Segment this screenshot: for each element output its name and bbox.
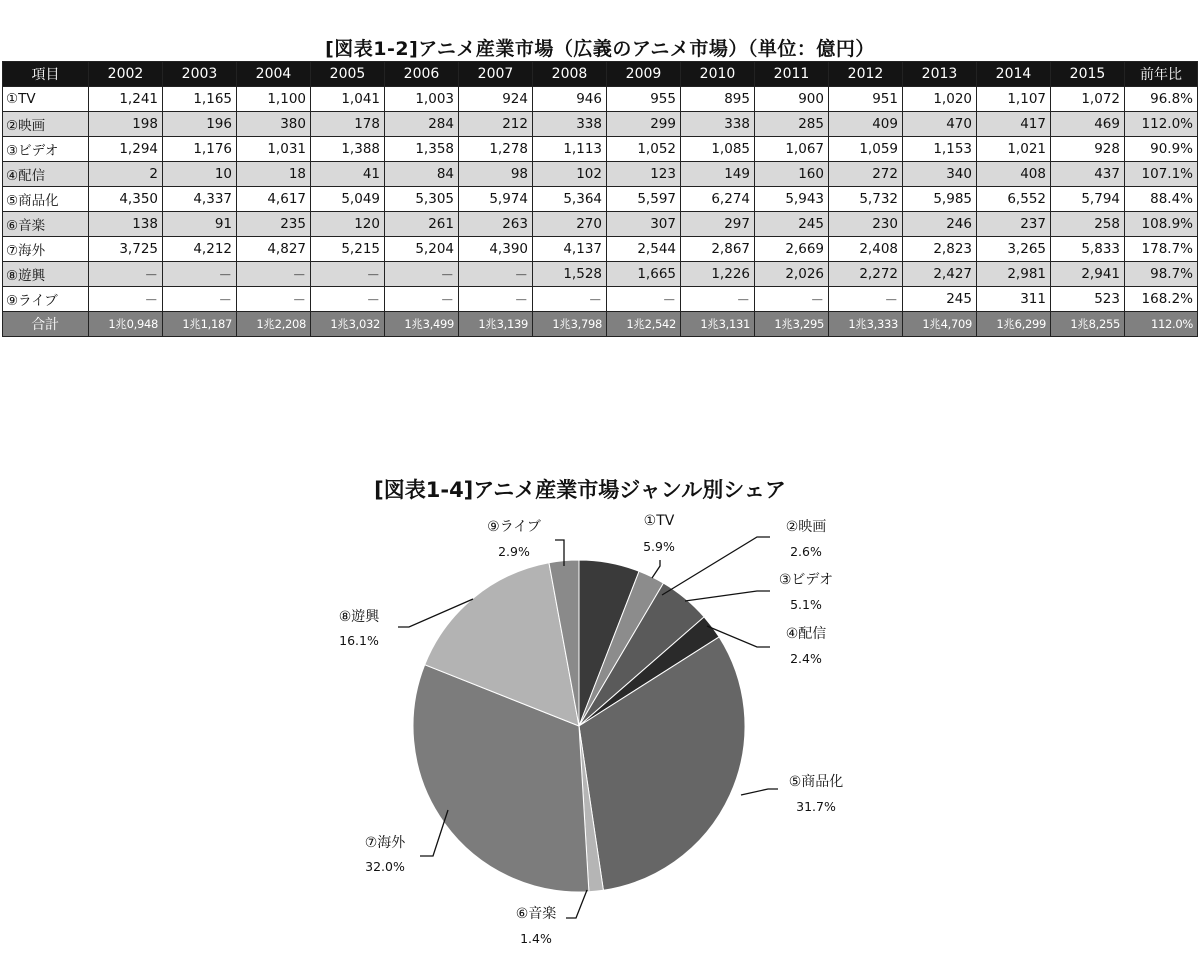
table-cell: 5,732 [829, 187, 903, 212]
row-yoy: 88.4% [1125, 187, 1198, 212]
header-year: 2012 [829, 62, 903, 87]
header-year: 2002 [89, 62, 163, 87]
slice-label: ①TV [643, 513, 675, 529]
table-cell: 284 [385, 112, 459, 137]
row-label: ④配信 [3, 162, 89, 187]
table-cell: 245 [903, 287, 977, 312]
table-cell: 41 [311, 162, 385, 187]
table-cell: 5,305 [385, 187, 459, 212]
slice-label: ⑥音楽 [515, 906, 557, 922]
table-cell: 196 [163, 112, 237, 137]
table-cell: 5,833 [1051, 237, 1125, 262]
table-cell: － [311, 287, 385, 312]
row-yoy: 112.0% [1125, 112, 1198, 137]
table-cell: 198 [89, 112, 163, 137]
table-cell: 272 [829, 162, 903, 187]
table-cell: 1,226 [681, 262, 755, 287]
table-cell: 311 [977, 287, 1051, 312]
table-cell: － [237, 262, 311, 287]
table-cell: 1,020 [903, 87, 977, 112]
header-year: 2005 [311, 62, 385, 87]
table-cell: － [459, 262, 533, 287]
header-yoy: 前年比 [1125, 62, 1198, 87]
table-cell: 2,272 [829, 262, 903, 287]
table-title: [図表1-2]アニメ産業市場（広義のアニメ市場）（単位：億円） [325, 38, 875, 60]
table-cell: 1,665 [607, 262, 681, 287]
leader-line [685, 591, 770, 601]
leader-line [741, 789, 778, 795]
table-cell: 6,552 [977, 187, 1051, 212]
table-cell: 4,337 [163, 187, 237, 212]
table-cell: 1,059 [829, 137, 903, 162]
table-cell: 946 [533, 87, 607, 112]
header-year: 2006 [385, 62, 459, 87]
table-cell: 1,113 [533, 137, 607, 162]
total-cell: 1兆3,499 [385, 312, 459, 337]
header-year: 2004 [237, 62, 311, 87]
table-cell: 245 [755, 212, 829, 237]
slice-label: ⑨ライブ [487, 519, 541, 535]
row-label: ⑧遊興 [3, 262, 89, 287]
table-cell: 2 [89, 162, 163, 187]
slice-label: ②映画 [785, 519, 827, 535]
row-yoy: 108.9% [1125, 212, 1198, 237]
total-cell: 1兆3,131 [681, 312, 755, 337]
table-cell: 307 [607, 212, 681, 237]
table-cell: 6,274 [681, 187, 755, 212]
table-cell: － [89, 287, 163, 312]
total-cell: 1兆3,032 [311, 312, 385, 337]
table-cell: 1,100 [237, 87, 311, 112]
table-cell: 2,981 [977, 262, 1051, 287]
slice-label: ③ビデオ [778, 572, 834, 588]
total-yoy: 112.0% [1125, 312, 1198, 337]
header-year: 2008 [533, 62, 607, 87]
header-item: 項目 [3, 62, 89, 87]
total-cell: 1兆2,208 [237, 312, 311, 337]
table-cell: 5,049 [311, 187, 385, 212]
header-year: 2015 [1051, 62, 1125, 87]
table-cell: 149 [681, 162, 755, 187]
table-cell: － [459, 287, 533, 312]
header-year: 2009 [607, 62, 681, 87]
slice-label: ⑧遊興 [338, 609, 380, 625]
table-cell: 138 [89, 212, 163, 237]
total-cell: 1兆3,139 [459, 312, 533, 337]
table-cell: 338 [533, 112, 607, 137]
row-label: ②映画 [3, 112, 89, 137]
table-cell: 230 [829, 212, 903, 237]
table-cell: 895 [681, 87, 755, 112]
slice-percent: 5.9% [643, 539, 675, 554]
table-cell: － [755, 287, 829, 312]
table-cell: 102 [533, 162, 607, 187]
table-cell: － [681, 287, 755, 312]
table-cell: － [607, 287, 681, 312]
slice-label: ⑤商品化 [788, 774, 844, 790]
slice-label: ④配信 [785, 626, 827, 642]
table-cell: 470 [903, 112, 977, 137]
slice-percent: 2.9% [498, 544, 530, 559]
table-cell: 2,026 [755, 262, 829, 287]
table-cell: 235 [237, 212, 311, 237]
total-cell: 1兆3,295 [755, 312, 829, 337]
table-cell: 2,823 [903, 237, 977, 262]
table-cell: 120 [311, 212, 385, 237]
table-cell: 924 [459, 87, 533, 112]
table-cell: 263 [459, 212, 533, 237]
table-cell: 523 [1051, 287, 1125, 312]
table-cell: 408 [977, 162, 1051, 187]
table-cell: 1,165 [163, 87, 237, 112]
row-yoy: 168.2% [1125, 287, 1198, 312]
slice-percent: 5.1% [790, 597, 822, 612]
slice-percent: 31.7% [796, 799, 836, 814]
table-cell: 5,943 [755, 187, 829, 212]
table-cell: 955 [607, 87, 681, 112]
header-year: 2013 [903, 62, 977, 87]
table-cell: 5,597 [607, 187, 681, 212]
table-cell: 160 [755, 162, 829, 187]
table-cell: 928 [1051, 137, 1125, 162]
table-cell: 178 [311, 112, 385, 137]
leader-line [652, 560, 660, 578]
table-cell: 417 [977, 112, 1051, 137]
table-cell: 5,364 [533, 187, 607, 212]
total-cell: 1兆6,299 [977, 312, 1051, 337]
table-cell: 2,941 [1051, 262, 1125, 287]
slice-percent: 2.6% [790, 544, 822, 559]
row-yoy: 107.1% [1125, 162, 1198, 187]
row-yoy: 98.7% [1125, 262, 1198, 287]
table-cell: 1,358 [385, 137, 459, 162]
row-yoy: 178.7% [1125, 237, 1198, 262]
table-cell: 4,390 [459, 237, 533, 262]
table-cell: 212 [459, 112, 533, 137]
table-cell: 1,085 [681, 137, 755, 162]
row-yoy: 90.9% [1125, 137, 1198, 162]
slice-label: ⑦海外 [364, 835, 406, 851]
table-cell: 900 [755, 87, 829, 112]
table-cell: 1,176 [163, 137, 237, 162]
table-cell: 2,408 [829, 237, 903, 262]
header-year: 2014 [977, 62, 1051, 87]
table-cell: 4,212 [163, 237, 237, 262]
slice-percent: 2.4% [790, 651, 822, 666]
table-cell: 1,072 [1051, 87, 1125, 112]
table-cell: － [385, 262, 459, 287]
table-cell: 237 [977, 212, 1051, 237]
leader-line [662, 537, 770, 595]
table-cell: － [829, 287, 903, 312]
table-cell: 437 [1051, 162, 1125, 187]
slice-percent: 32.0% [365, 859, 405, 874]
table-cell: 297 [681, 212, 755, 237]
table-cell: 4,617 [237, 187, 311, 212]
table-cell: 5,794 [1051, 187, 1125, 212]
table-cell: 338 [681, 112, 755, 137]
table-cell: 340 [903, 162, 977, 187]
slice-percent: 1.4% [520, 931, 552, 946]
table-cell: － [385, 287, 459, 312]
table-cell: 4,137 [533, 237, 607, 262]
table-cell: 5,974 [459, 187, 533, 212]
table-cell: 1,003 [385, 87, 459, 112]
table-cell: 1,031 [237, 137, 311, 162]
row-label: ⑤商品化 [3, 187, 89, 212]
table-cell: 270 [533, 212, 607, 237]
table-cell: 98 [459, 162, 533, 187]
row-label: ⑥音楽 [3, 212, 89, 237]
table-cell: 2,544 [607, 237, 681, 262]
leader-line [566, 890, 587, 918]
table-cell: 91 [163, 212, 237, 237]
total-cell: 1兆3,333 [829, 312, 903, 337]
table-cell: 951 [829, 87, 903, 112]
table-cell: 4,827 [237, 237, 311, 262]
table-cell: 299 [607, 112, 681, 137]
table-cell: 4,350 [89, 187, 163, 212]
row-label: ①TV [3, 87, 89, 112]
slice-percent: 16.1% [339, 633, 379, 648]
table-cell: 1,528 [533, 262, 607, 287]
table-cell: － [311, 262, 385, 287]
table-cell: 261 [385, 212, 459, 237]
table-cell: 380 [237, 112, 311, 137]
table-cell: － [163, 262, 237, 287]
table-cell: 3,725 [89, 237, 163, 262]
table-cell: 1,241 [89, 87, 163, 112]
total-cell: 1兆2,542 [607, 312, 681, 337]
table-cell: 1,294 [89, 137, 163, 162]
table-cell: 1,278 [459, 137, 533, 162]
table-cell: 2,427 [903, 262, 977, 287]
table-cell: 285 [755, 112, 829, 137]
table-cell: 1,153 [903, 137, 977, 162]
row-label: ⑦海外 [3, 237, 89, 262]
row-yoy: 96.8% [1125, 87, 1198, 112]
table-cell: 258 [1051, 212, 1125, 237]
table-cell: 1,021 [977, 137, 1051, 162]
header-year: 2003 [163, 62, 237, 87]
total-cell: 1兆1,187 [163, 312, 237, 337]
total-cell: 1兆8,255 [1051, 312, 1125, 337]
total-cell: 1兆3,798 [533, 312, 607, 337]
table-cell: 1,067 [755, 137, 829, 162]
table-cell: － [89, 262, 163, 287]
table-cell: 3,265 [977, 237, 1051, 262]
table-cell: 2,669 [755, 237, 829, 262]
table-cell: 123 [607, 162, 681, 187]
table-cell: 469 [1051, 112, 1125, 137]
table-cell: 2,867 [681, 237, 755, 262]
table-cell: 18 [237, 162, 311, 187]
table-cell: 5,204 [385, 237, 459, 262]
table-cell: － [163, 287, 237, 312]
row-label: ③ビデオ [3, 137, 89, 162]
total-cell: 1兆0,948 [89, 312, 163, 337]
total-label: 合計 [3, 312, 89, 337]
table-cell: 1,388 [311, 137, 385, 162]
table-cell: － [533, 287, 607, 312]
header-year: 2011 [755, 62, 829, 87]
header-year: 2007 [459, 62, 533, 87]
pie-title: [図表1-4]アニメ産業市場ジャンル別シェア [374, 478, 786, 502]
table-cell: 1,107 [977, 87, 1051, 112]
table-cell: 246 [903, 212, 977, 237]
table-cell: 409 [829, 112, 903, 137]
table-cell: 5,985 [903, 187, 977, 212]
table-cell: 1,041 [311, 87, 385, 112]
table-cell: 84 [385, 162, 459, 187]
table-cell: 1,052 [607, 137, 681, 162]
total-cell: 1兆4,709 [903, 312, 977, 337]
table-cell: 10 [163, 162, 237, 187]
row-label: ⑨ライブ [3, 287, 89, 312]
header-year: 2010 [681, 62, 755, 87]
table-cell: － [237, 287, 311, 312]
table-cell: 5,215 [311, 237, 385, 262]
